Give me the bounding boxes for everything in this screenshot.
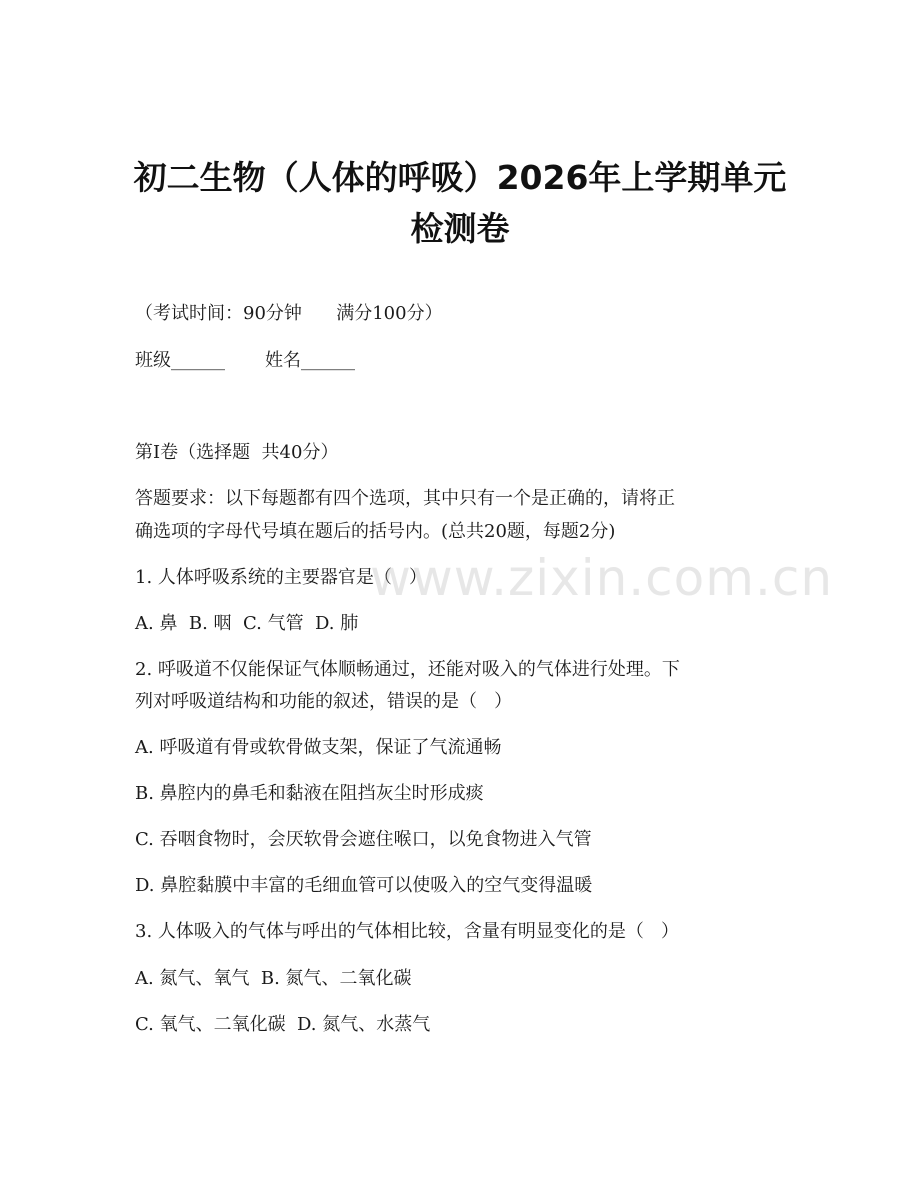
instruction-line-2: 确选项的字母代号填在题后的括号内。(总共20题，每题2分) (135, 521, 616, 542)
question-3-stem: 3. 人体吸入的气体与呼出的气体相比较，含量有明显变化的是（ ） (135, 921, 680, 942)
question-3-options-cd: C. 氧气、二氧化碳 D. 氮气、水蒸气 (135, 1014, 431, 1035)
watermark: www.zixin.com.cn (370, 549, 834, 607)
class-name-fields: 班级______ 姓名______ (135, 350, 356, 371)
instruction-line-1: 答题要求：以下每题都有四个选项，其中只有一个是正确的，请将正 (135, 488, 675, 509)
exam-title-line1: 初二生物（人体的呼吸）2026年上学期单元 (133, 158, 787, 197)
question-2-stem-line-1: 2. 呼吸道不仅能保证气体顺畅通过，还能对吸入的气体进行处理。下 (135, 659, 680, 680)
question-2-option-a: A. 呼吸道有骨或软骨做支架，保证了气流通畅 (135, 737, 502, 758)
exam-title-line2: 检测卷 (410, 209, 510, 248)
question-1-options: A. 鼻 B. 咽 C. 气管 D. 肺 (135, 613, 359, 634)
section-heading: 第Ⅰ卷（选择题 共40分） (135, 442, 339, 463)
question-2-option-c: C. 吞咽食物时，会厌软骨会遮住喉口，以免食物进入气管 (135, 829, 592, 850)
exam-info: （考试时间：90分钟 满分100分） (135, 303, 443, 324)
question-2-stem-line-2: 列对呼吸道结构和功能的叙述，错误的是（ ） (135, 691, 513, 712)
question-1-stem: 1. 人体呼吸系统的主要器官是（ ） (135, 567, 428, 588)
question-2-option-d: D. 鼻腔黏膜中丰富的毛细血管可以使吸入的空气变得温暖 (135, 875, 593, 896)
question-3-options-ab: A. 氮气、氧气 B. 氮气、二氧化碳 (135, 968, 412, 989)
question-2-option-b: B. 鼻腔内的鼻毛和黏液在阻挡灰尘时形成痰 (135, 783, 484, 804)
